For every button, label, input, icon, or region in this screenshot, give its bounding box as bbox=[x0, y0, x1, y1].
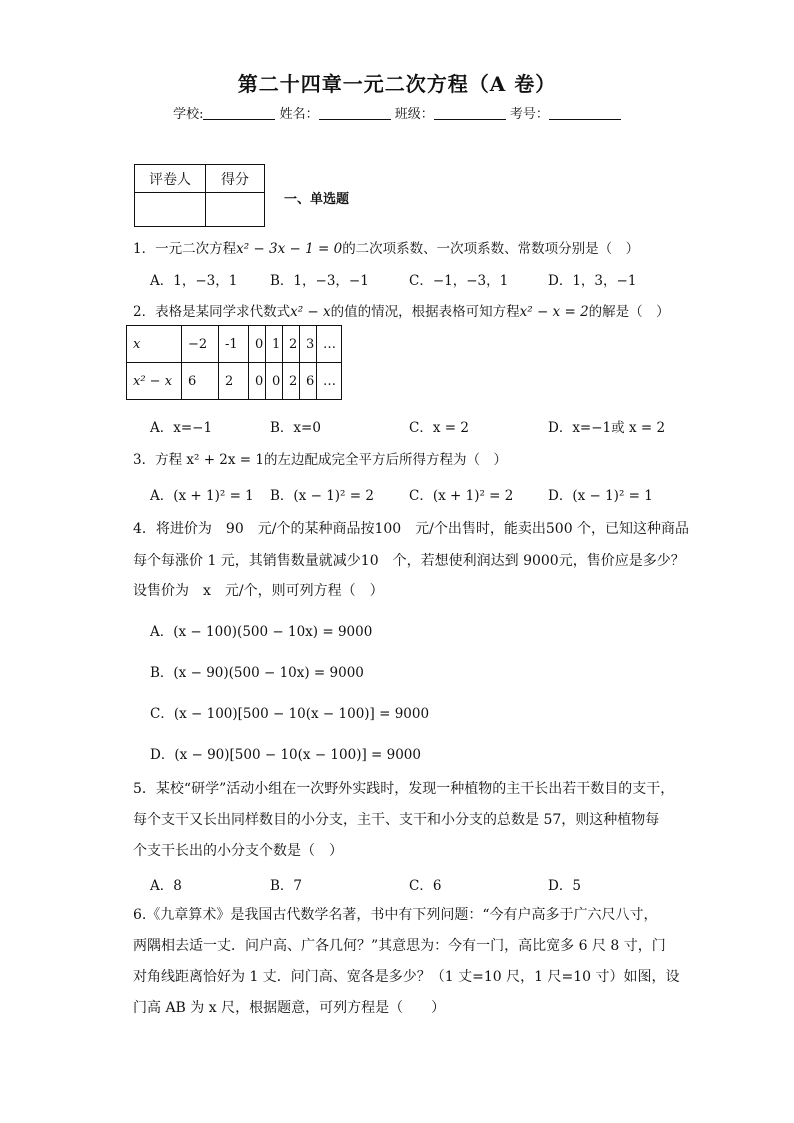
q1-option-d[interactable]: D．1，3，−1 bbox=[548, 273, 637, 289]
number-label: 考号： bbox=[509, 107, 549, 122]
q3-option-a[interactable]: A．(x + 1)² = 1 bbox=[150, 488, 254, 504]
class-blank[interactable] bbox=[434, 107, 506, 120]
q3-option-c[interactable]: C．(x + 1)² = 2 bbox=[409, 488, 514, 504]
table-cell: 2 bbox=[283, 363, 300, 400]
q2-option-b[interactable]: B．x=0 bbox=[270, 420, 321, 436]
q5-option-c[interactable]: C．6 bbox=[409, 878, 442, 894]
question-4-line-3: 设售价为 x 元/个，则可列方程（ ） bbox=[133, 583, 384, 599]
question-2 bbox=[133, 300, 670, 320]
q1-option-a[interactable]: A．1，−3，1 bbox=[150, 273, 238, 289]
q1-stem-end: 的二次项系数、一次项系数、常数项分别是（ ） bbox=[342, 241, 640, 257]
question-6-line-2: 两隅相去适一丈．问户高、广各几何？”其意思为：今有一门，高比宽多 6 尺 8 寸，门 bbox=[133, 938, 666, 954]
question-3: 3．方程 x² + 2x = 1的左边配成完全平方后所得方程为（ ） bbox=[133, 452, 507, 468]
school-label: 学校: bbox=[173, 107, 204, 122]
student-info-line bbox=[0, 103, 794, 122]
section-title: 一、单选题 bbox=[284, 192, 350, 207]
table-cell: x bbox=[127, 326, 182, 363]
table-cell: 6 bbox=[182, 363, 219, 400]
table-cell: −2 bbox=[182, 326, 219, 363]
table-cell: 1 bbox=[266, 326, 283, 363]
name-blank[interactable] bbox=[319, 107, 391, 120]
q4-option-d[interactable]: D．(x − 90)[500 − 10(x − 100)] = 9000 bbox=[150, 747, 421, 763]
question-6-line-1: 6.《九章算术》是我国古代数学名著，书中有下列问题：“今有户高多于广六尺八寸， bbox=[133, 907, 658, 923]
table-cell: x² − x bbox=[127, 363, 182, 400]
q4-option-b[interactable]: B．(x − 90)(500 − 10x) = 9000 bbox=[150, 665, 364, 681]
q2-value-table bbox=[126, 325, 342, 400]
table-cell: 2 bbox=[219, 363, 249, 400]
table-cell: … bbox=[317, 326, 342, 363]
table-cell: 6 bbox=[300, 363, 317, 400]
grader-header: 评卷人 bbox=[135, 165, 206, 193]
table-cell: … bbox=[317, 363, 342, 400]
name-label: 姓名： bbox=[279, 107, 319, 122]
q2-option-c[interactable]: C．x = 2 bbox=[409, 420, 469, 436]
q5-option-a[interactable]: A．8 bbox=[150, 878, 182, 894]
q3-option-d[interactable]: D．(x − 1)² = 1 bbox=[548, 488, 653, 504]
question-5-line-2: 每个支干又长出同样数目的小分支，主干、支干和小分支的总数是 57，则这种植物每 bbox=[133, 812, 660, 828]
q3-option-b[interactable]: B．(x − 1)² = 2 bbox=[270, 488, 374, 504]
score-cell[interactable] bbox=[206, 193, 265, 227]
q5-option-d[interactable]: D．5 bbox=[548, 878, 581, 894]
q2-expression: x² − x bbox=[290, 304, 331, 320]
question-4-line-1: 4．将进价为 90 元/个的某种商品按100 元/个出售时，能卖出500 个，已知这种商品 bbox=[133, 521, 690, 537]
q1-equation: x² − 3x − 1 = 0 bbox=[236, 241, 343, 257]
table-cell: 0 bbox=[249, 326, 266, 363]
table-cell: -1 bbox=[219, 326, 249, 363]
q2-stem-start: 2．表格是某同学求代数式 bbox=[133, 304, 291, 320]
number-blank[interactable] bbox=[549, 107, 621, 120]
question-4-line-2: 每个每涨价 1 元，其销售数量就减少10 个，若想使利润达到 9000元，售价应是多少？ bbox=[133, 553, 685, 569]
q2-option-a[interactable]: A．x=−1 bbox=[150, 420, 213, 436]
question-1 bbox=[133, 237, 639, 257]
table-cell: 3 bbox=[300, 326, 317, 363]
q2-stem-end: 的解是（ ） bbox=[588, 304, 670, 320]
q4-option-a[interactable]: A．(x − 100)(500 − 10x) = 9000 bbox=[150, 624, 373, 640]
q1-option-c[interactable]: C．−1，−3，1 bbox=[409, 273, 509, 289]
grader-table bbox=[134, 164, 265, 227]
class-label: 班级： bbox=[394, 107, 434, 122]
school-blank[interactable] bbox=[203, 107, 275, 120]
question-6-line-4: 门高 AB 为 x 尺，根据题意，可列方程是（ ） bbox=[133, 1000, 446, 1016]
table-cell: 0 bbox=[249, 363, 266, 400]
grader-cell[interactable] bbox=[135, 193, 206, 227]
score-header: 得分 bbox=[206, 165, 265, 193]
q1-stem-start: 1．一元二次方程 bbox=[133, 241, 237, 257]
table-cell: 2 bbox=[283, 326, 300, 363]
table-cell: 0 bbox=[266, 363, 283, 400]
question-5-line-3: 个支干长出的小分支个数是（ ） bbox=[133, 843, 343, 859]
q1-option-b[interactable]: B．1，−3，−1 bbox=[270, 273, 369, 289]
question-5-line-1: 5．某校“研学”活动小组在一次野外实践时，发现一种植物的主干长出若干数目的支干， bbox=[133, 781, 675, 797]
q5-option-b[interactable]: B．7 bbox=[270, 878, 303, 894]
q4-option-c[interactable]: C．(x − 100)[500 − 10(x − 100)] = 9000 bbox=[150, 706, 430, 722]
q2-stem-mid: 的值的情况，根据表格可知方程 bbox=[330, 304, 520, 320]
q2-equation: x² − x = 2 bbox=[519, 304, 589, 320]
question-6-line-3: 对角线距离恰好为 1 丈．问门高、宽各是多少？（1 丈=10 尺，1 尺=10 寸）如图，设 bbox=[133, 969, 680, 985]
page-title: 第二十四章一元二次方程（A 卷） bbox=[237, 72, 557, 96]
q2-option-d[interactable]: D．x=−1或 x = 2 bbox=[548, 420, 666, 436]
